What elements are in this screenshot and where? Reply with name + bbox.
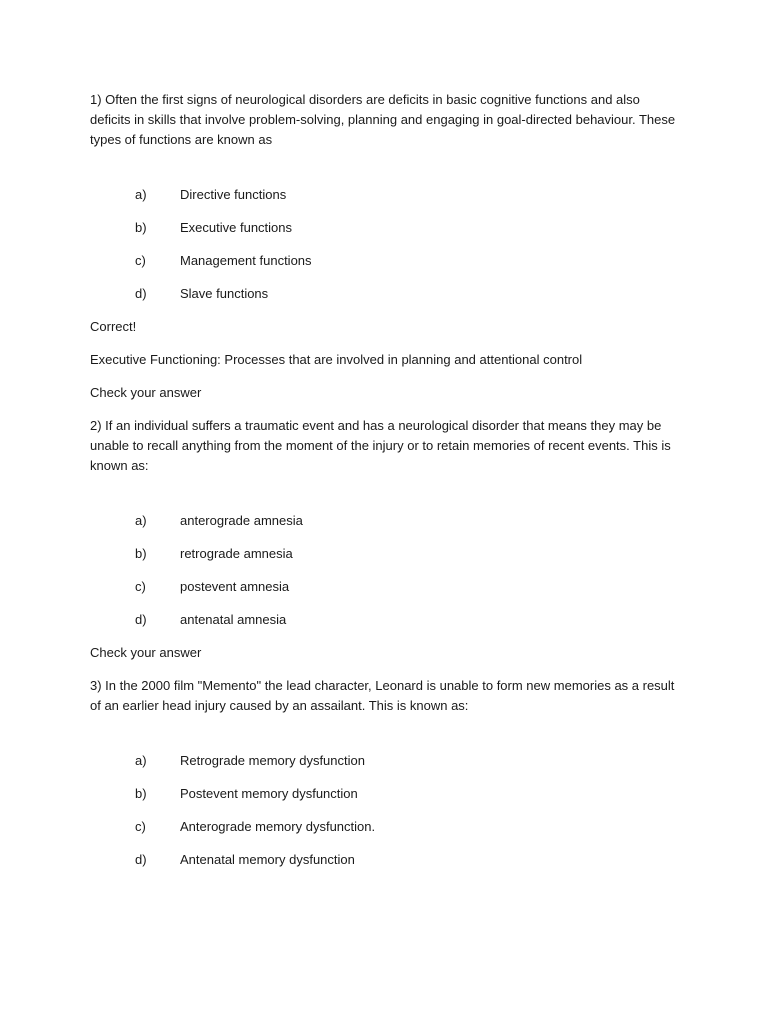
option-letter: d)	[135, 852, 147, 867]
option-text: antenatal amnesia	[180, 612, 287, 627]
question-1-text: 1) Often the first signs of neurological disorders are deficits in basic cognitive functions and also deficits in skills that involve problem-solving, planning and engaging in goal-directed behaviour. These types of functions are known as	[90, 92, 676, 147]
option-text: Retrograde memory dysfunction	[180, 753, 365, 768]
option-item	[90, 218, 680, 251]
option-text: Management functions	[180, 253, 312, 268]
option-letter: d)	[135, 612, 147, 627]
option-item	[90, 577, 680, 610]
option-item	[90, 610, 680, 643]
option-item	[90, 284, 680, 317]
option-text: Executive functions	[180, 220, 293, 235]
option-letter: c)	[135, 253, 146, 268]
option-letter: b)	[135, 786, 147, 801]
option-text: Antenatal memory dysfunction	[180, 852, 355, 867]
option-text: postevent amnesia	[180, 579, 290, 594]
option-text: Postevent memory dysfunction	[180, 786, 358, 801]
option-letter: b)	[135, 220, 147, 235]
question-2-options	[90, 511, 680, 643]
explanation-text: Executive Functioning: Processes that are involved in planning and attentional control	[90, 352, 583, 367]
option-text: retrograde amnesia	[180, 546, 293, 561]
question-1-options	[90, 185, 680, 317]
document-page	[90, 90, 680, 883]
option-text: Directive functions	[180, 187, 287, 202]
option-text: Anterograde memory dysfunction.	[180, 819, 376, 834]
option-text: anterograde amnesia	[180, 513, 303, 528]
question-3-text: 3) In the 2000 film "Memento" the lead character, Leonard is unable to form new memories as a result of an earlier head injury caused by an assailant. This is known as:	[90, 678, 675, 713]
option-text: Slave functions	[180, 286, 269, 301]
option-letter: a)	[135, 753, 147, 768]
option-letter: c)	[135, 819, 146, 834]
option-item	[90, 251, 680, 284]
check-answer-link[interactable]: Check your answer	[90, 645, 202, 660]
question-3-options	[90, 751, 680, 883]
option-item	[90, 817, 680, 850]
option-item	[90, 784, 680, 817]
option-letter: a)	[135, 187, 147, 202]
option-letter: a)	[135, 513, 147, 528]
option-item	[90, 185, 680, 218]
option-item	[90, 751, 680, 784]
question-2-text: 2) If an individual suffers a traumatic event and has a neurological disorder that means they may be unable to recall anything from the moment of the injury or to retain memories of recent events. This is known as:	[90, 418, 671, 473]
option-item	[90, 850, 680, 883]
check-answer-link[interactable]: Check your answer	[90, 385, 202, 400]
option-letter: b)	[135, 546, 147, 561]
feedback-text: Correct!	[90, 319, 137, 334]
option-letter: c)	[135, 579, 146, 594]
option-item	[90, 544, 680, 577]
option-item	[90, 511, 680, 544]
option-letter: d)	[135, 286, 147, 301]
